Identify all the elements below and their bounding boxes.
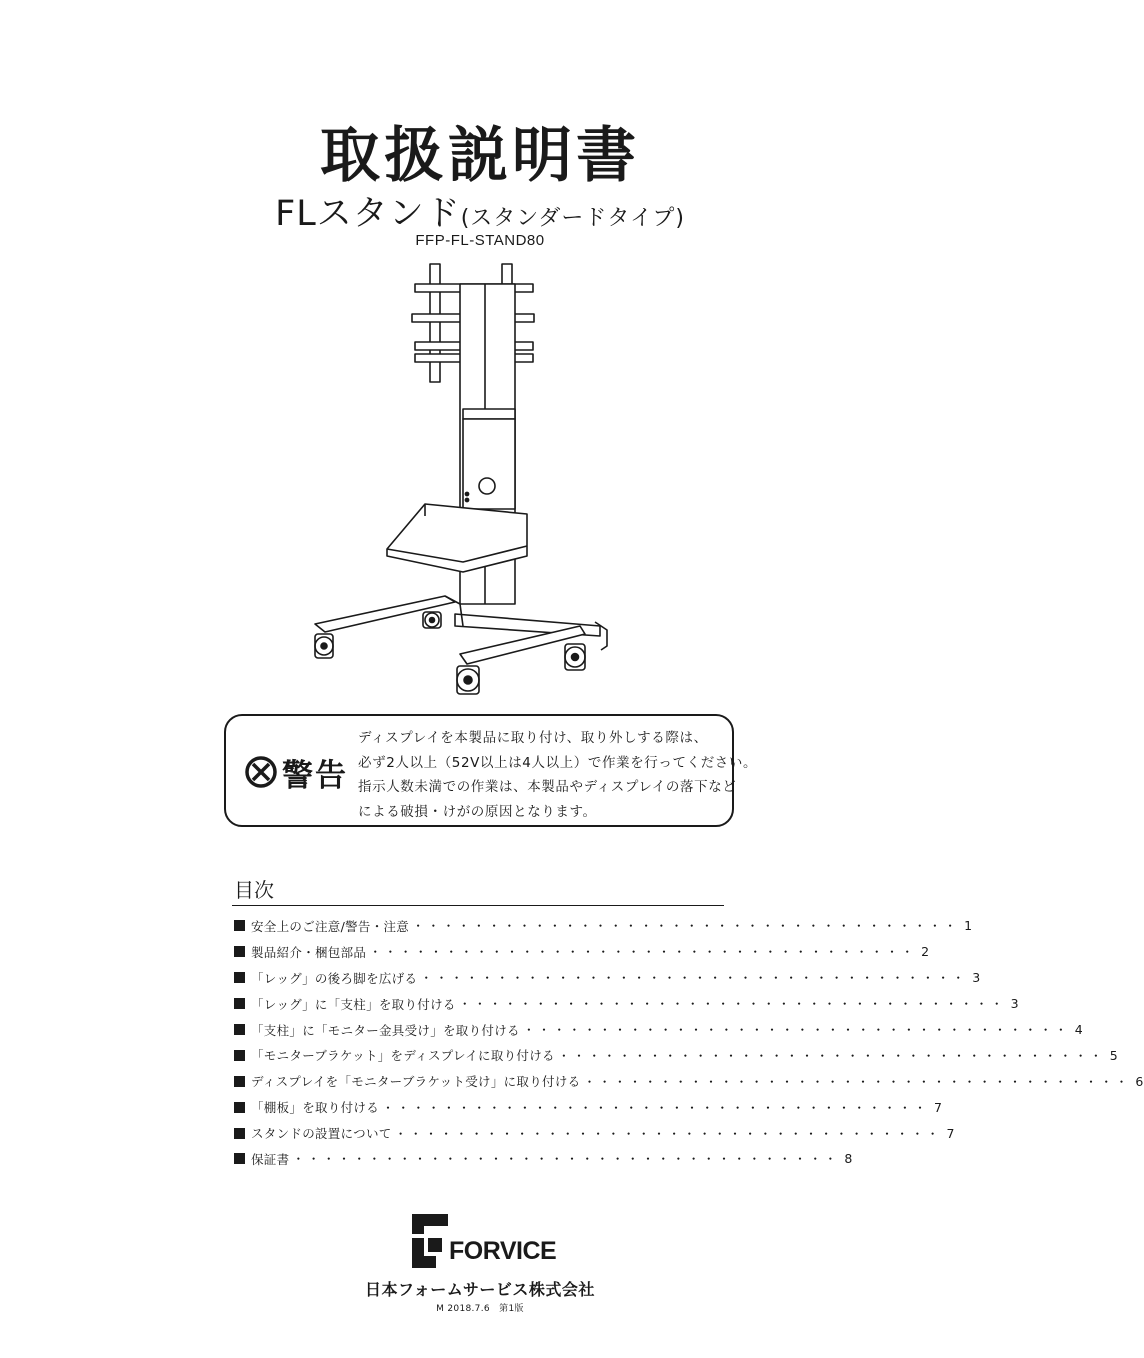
toc-item-label: 「モニターブラケット」をディスプレイに取り付ける (251, 1048, 555, 1064)
toc-item (234, 913, 973, 939)
toc-item-label: スタンドの設置について (251, 1126, 392, 1142)
square-bullet-icon (234, 1024, 245, 1035)
warning-label: 警告 (282, 757, 348, 794)
square-bullet-icon (234, 1102, 245, 1113)
toc-item (234, 939, 930, 965)
toc-item-page: 3 (972, 970, 981, 986)
toc-item-page: 7 (946, 1125, 955, 1141)
toc-leader-dots: ・・・・・・・・・・・・・・・・・・・・・・・・・・・・・・・・・・・・ (522, 1023, 1071, 1037)
toc-item-label: 「レッグ」に「支柱」を取り付ける (251, 996, 456, 1012)
toc-leader-dots: ・・・・・・・・・・・・・・・・・・・・・・・・・・・・・・・・・・・・ (420, 971, 968, 986)
toc-item-page: 4 (1074, 1022, 1084, 1037)
square-bullet-icon (234, 1076, 245, 1087)
toc-item (234, 1094, 943, 1120)
toc-item-page: 5 (1109, 1047, 1119, 1063)
warning-line: 指示人数未満での作業は、本製品やディスプレイの落下など (358, 779, 737, 795)
document-title: 取扱説明書 (320, 121, 640, 191)
square-bullet-icon (234, 1050, 245, 1061)
toc-item-label: 「レッグ」の後ろ脚を広げる (251, 970, 418, 986)
toc-leader-dots: ・・・・・・・・・・・・・・・・・・・・・・・・・・・・・・・・・・・・ (394, 1126, 942, 1141)
logo-text: FORVICE (449, 1237, 557, 1265)
warning-line: 必ず2人以上（52V以上は4人以上）で作業を行ってください。 (358, 754, 758, 771)
toc-item-page: 3 (1010, 996, 1019, 1012)
prohibition-icon (244, 755, 278, 789)
toc-item-page: 2 (921, 944, 930, 960)
toc-leader-dots: ・・・・・・・・・・・・・・・・・・・・・・・・・・・・・・・・・・・・ (557, 1048, 1106, 1063)
toc-leader-dots: ・・・・・・・・・・・・・・・・・・・・・・・・・・・・・・・・・・・・ (583, 1074, 1131, 1089)
toc-item-label: ディスプレイを「モニターブラケット受け」に取り付ける (251, 1074, 581, 1090)
toc-item (234, 1068, 1144, 1094)
toc-divider (232, 905, 724, 906)
stand-illustration (295, 254, 625, 700)
warning-heading (244, 752, 348, 792)
square-bullet-icon (234, 946, 245, 957)
toc-item-label: 「支柱」に「モニター金具受け」を取り付ける (251, 1022, 520, 1038)
toc-title: 目次 (234, 878, 274, 902)
toc-item-label: 安全上のご注意/警告・注意 (251, 918, 410, 934)
toc-leader-dots: ・・・・・・・・・・・・・・・・・・・・・・・・・・・・・・・・・・・・ (412, 919, 960, 934)
square-bullet-icon (234, 1153, 245, 1164)
toc-item (234, 1017, 1084, 1043)
toc-item-page: 7 (933, 1099, 943, 1115)
toc-item-page: 6 (1135, 1073, 1144, 1089)
toc-leader-dots: ・・・・・・・・・・・・・・・・・・・・・・・・・・・・・・・・・・・・ (292, 1152, 840, 1167)
toc-item-label: 製品紹介・梱包部品 (251, 944, 367, 960)
toc-item-page: 8 (844, 1151, 853, 1167)
model-number: FFP-FL-STAND80 (415, 232, 545, 249)
toc-item-label: 保証書 (251, 1151, 290, 1167)
product-name (0, 186, 960, 236)
product-type: (スタンダードタイプ) (460, 206, 685, 231)
warning-box (224, 714, 758, 827)
toc-item (234, 965, 981, 991)
toc-leader-dots: ・・・・・・・・・・・・・・・・・・・・・・・・・・・・・・・・・・・・ (369, 945, 917, 960)
company-name: 日本フォームサービス株式会社 (365, 1280, 595, 1299)
warning-text (358, 726, 758, 824)
toc-item-label: 「棚板」を取り付ける (251, 1100, 380, 1116)
table-of-contents (234, 913, 1144, 1172)
edition-info: M 2018.7.6 第1版 (436, 1304, 524, 1314)
toc-item (234, 1146, 853, 1172)
toc-leader-dots: ・・・・・・・・・・・・・・・・・・・・・・・・・・・・・・・・・・・・ (458, 997, 1006, 1012)
toc-leader-dots: ・・・・・・・・・・・・・・・・・・・・・・・・・・・・・・・・・・・・ (382, 1100, 930, 1115)
square-bullet-icon (234, 1128, 245, 1139)
square-bullet-icon (234, 998, 245, 1009)
warning-line: ディスプレイを本製品に取り付け、取り外しする際は、 (358, 730, 708, 746)
toc-item-page: 1 (964, 918, 973, 934)
square-bullet-icon (234, 920, 245, 931)
toc-item (234, 1042, 1119, 1068)
square-bullet-icon (234, 972, 245, 983)
toc-item (234, 1120, 955, 1146)
toc-item (234, 991, 1019, 1017)
product-name-main: FLスタンド (275, 194, 461, 234)
warning-line: による破損・けがの原因となります。 (358, 803, 597, 820)
